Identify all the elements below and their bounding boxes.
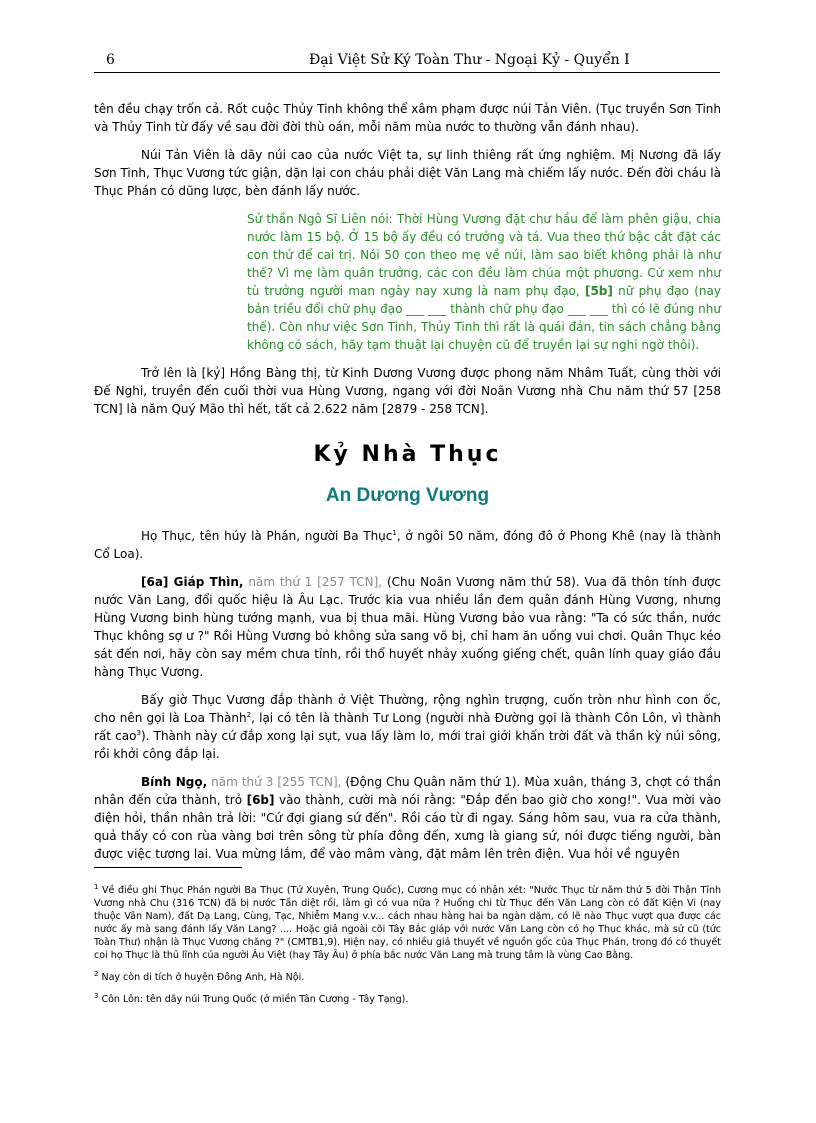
commentary-text: nữ phụ đạo (nay bản triều đổi chữ phụ đạo ___ ___ thành chữ phụ đạo ___ ___ thì có lẽ đúng như thế). Còn như việc Sơn Tinh, Thủy Tinh thì rất là quái đản, tin sách chẳng bằng không có sách, hãy tạm thuật lại chuyện cũ để truyền lại sự nghi ngờ thôi).	[247, 284, 721, 352]
page-reference: [5b]	[584, 284, 613, 298]
year-heading: Bính Ngọ,	[141, 775, 208, 789]
paragraph-text: Họ Thục, tên húy là Phán, người Ba Thục	[141, 529, 393, 543]
page-header	[94, 50, 720, 73]
paragraph-text: ). Thành này cứ đắp xong lại sụt, vua lấy làm lo, mới trai giới khấn trời đất và thần kỳ núi sông, rồi khởi công đắp lại.	[94, 729, 721, 761]
footnote-number: 1	[94, 882, 99, 891]
footnote	[94, 993, 721, 1006]
footnote-text: Nay còn di tích ở huyện Đông Anh, Hà Nội.	[98, 972, 305, 983]
paragraph-text: (Chu Noãn Vương năm thứ 58). Vua đã thôn tính được nước Văn Lang, đổi quốc hiệu là Âu Lạc. Trước kia vua nhiều lần đem quân đánh Hùng Vương, nhưng Hùng Vương binh hùng tướng mạnh, vua bị thua mãi. Hùng Vương bảo vua rằng: "Ta có sức thần, nước Thục không sợ ư ?" Rồi Hùng Vương bỏ không sửa sang võ bị, chỉ ham ăn uống vui chơi. Quân Thục kéo sát đến nơi, hãy còn say mềm chưa tỉnh, rồi thổ huyết nhảy xuống giếng chết, quân lính quay giáo đầu hàng Thục Vương.	[94, 575, 721, 679]
paragraph: tên đều chạy trốn cả. Rốt cuộc Thủy Tinh không thể xâm phạm được núi Tản Viên. (Tục truyền Sơn Tinh và Thủy Tinh từ đấy về sau đời đời thù oán, mỗi năm mùa nước to thường vẫn đánh nhau).	[94, 102, 721, 134]
footnote-marker[interactable]: 2	[246, 711, 252, 719]
footnote-marker[interactable]: 1	[392, 529, 397, 537]
paragraph	[94, 773, 721, 863]
footnote-divider	[94, 867, 242, 868]
running-title: Đại Việt Sử Ký Toàn Thư - Ngoại Kỷ - Quyển I	[309, 52, 630, 68]
footnote-text: Côn Lôn: tên dãy núi Trung Quốc (ở miền Tân Cương - Tây Tạng).	[98, 994, 409, 1005]
paragraph-text: vào thành, cười mà nói rằng: "Đắp đến bao giờ cho xong!". Vua mời vào điện hỏi, thần nhân trả lời: "Cứ đợi giang sứ đến". Rồi cáo từ đi ngay. Sáng hôm sau, vua ra cửa thành, quả thấy có con rùa vàng bơi trên sông từ phía đông đến, xưng là giang sứ, nói được tiếng người, bàn được việc tương lai. Vua mừng lắm, để vào mâm vàng, đặt mâm lên trên điện. Vua hỏi về nguyên	[94, 793, 722, 861]
section-title: An Dương Vương	[325, 485, 490, 506]
main-text	[94, 100, 721, 873]
commentary-text: Sử thần Ngô Sĩ Liên nói: Thời Hùng Vương đặt chư hầu để làm phên giậu, chia nước làm 15 bộ. Ở 15 bộ ấy đều có trưởng và tá. Vua theo thứ bậc cắt đặt các con thứ để cai trị. Nói 50 con theo mẹ về núi, làm sao biết không phải là như thế? Vì mẹ làm quân trưởng, các con đều làm chúa một phương. Cứ xem như tù trưởng người man ngày nay xưng là nam phụ đạo,	[247, 212, 721, 298]
footnote-number: 3	[94, 991, 99, 1000]
paragraph	[94, 527, 721, 563]
footnote-marker[interactable]: 3	[136, 729, 141, 737]
footnote	[94, 971, 721, 984]
footnote-text: Về điều ghi Thục Phán người Ba Thục (Tứ Xuyên, Trung Quốc), Cương mục có nhận xét: "Nước Thục từ năm thứ 5 đời Thận Tĩnh Vương nhà Chu (316 TCN) đã bị nước Tần diệt rồi, làm gì có vua nữa ? Huống chi từ Thục đến Văn Lang còn có đất Kiện Vi (nay thuộc Vân Nam), đất Dạ Lang, Cùng, Tạc, Nhiễm Mang v.v... cách nhau hàng hai ba ngàn dặm, có lẽ nào Thục vượt qua được các nước ấy mà sang đánh lấy Văn Lang? .... Hoặc giả ngoài cõi Tây Bắc giáp với nước Văn Lang còn có họ Thục khác, mà sử cũ (tức Toàn Thư) nhận là Thục Vương chăng ?" (CMTB1,9). Hiện nay, có nhiều giả thuyết về nguồn gốc của Thục Phán, trong đó có thuyết coi họ Thục là thủ lĩnh của người Âu Việt (hay Tây Âu) ở phía bắc nước Văn Lang mà trung tâm là vùng Cao Bằng.	[94, 885, 721, 961]
chapter-title: Kỷ Nhà Thục	[313, 442, 502, 467]
historian-commentary	[247, 210, 721, 354]
paragraph-text: Bấy giờ Thục Vương đắp thành ở Việt Thường, rộng nghìn trượng, cuốn tròn như hình con ốc, cho nên gọi là Loa Thành	[94, 693, 721, 725]
paragraph: Núi Tản Viên là dãy núi cao của nước Việt ta, sự linh thiêng rất ứng nghiệm. Mị Nương đã lấy Sơn Tinh, Thục Vương tức giận, dặn lại con cháu phải diệt Văn Lang mà chiếm lấy nước. Đến đời cháu là Thục Phán có dũng lược, bèn đánh lấy nước.	[94, 148, 721, 198]
year-heading: [6a] Giáp Thìn,	[141, 575, 244, 589]
page-reference: [6b]	[246, 793, 275, 807]
footnotes	[94, 884, 721, 1015]
footnote-number: 2	[94, 969, 99, 978]
paragraph: Trở lên là [kỷ] Hồng Bàng thị, từ Kinh Dương Vương được phong năm Nhâm Tuất, cùng thời với Đế Nghi, truyền đến cuối thời vua Hùng Vương, ngang với đời Noãn Vương nhà Chu năm thứ 57 [258 TCN] là năm Quý Mão thì hết, tất cả 2.622 năm [2879 - 258 TCN].	[94, 366, 721, 416]
paragraph	[94, 691, 721, 763]
footnote	[94, 884, 721, 962]
paragraph-text: (Động Chu Quân năm thứ 1). Mùa xuân, tháng 3, chợt có thần nhân đến cửa thành, trỏ	[94, 775, 721, 807]
paragraph-text: , ở ngôi 50 năm, đóng đô ở Phong Khê (nay là thành Cổ Loa).	[94, 529, 721, 561]
regnal-year: năm thứ 1 [257 TCN],	[243, 575, 383, 589]
regnal-year: năm thứ 3 [255 TCN],	[207, 775, 342, 789]
paragraph-text: , lại có tên là thành Tư Long (người nhà Đường gọi là thành Côn Lôn, vì thành rất cao	[94, 711, 721, 743]
paragraph	[94, 573, 721, 681]
page-number: 6	[106, 52, 115, 68]
